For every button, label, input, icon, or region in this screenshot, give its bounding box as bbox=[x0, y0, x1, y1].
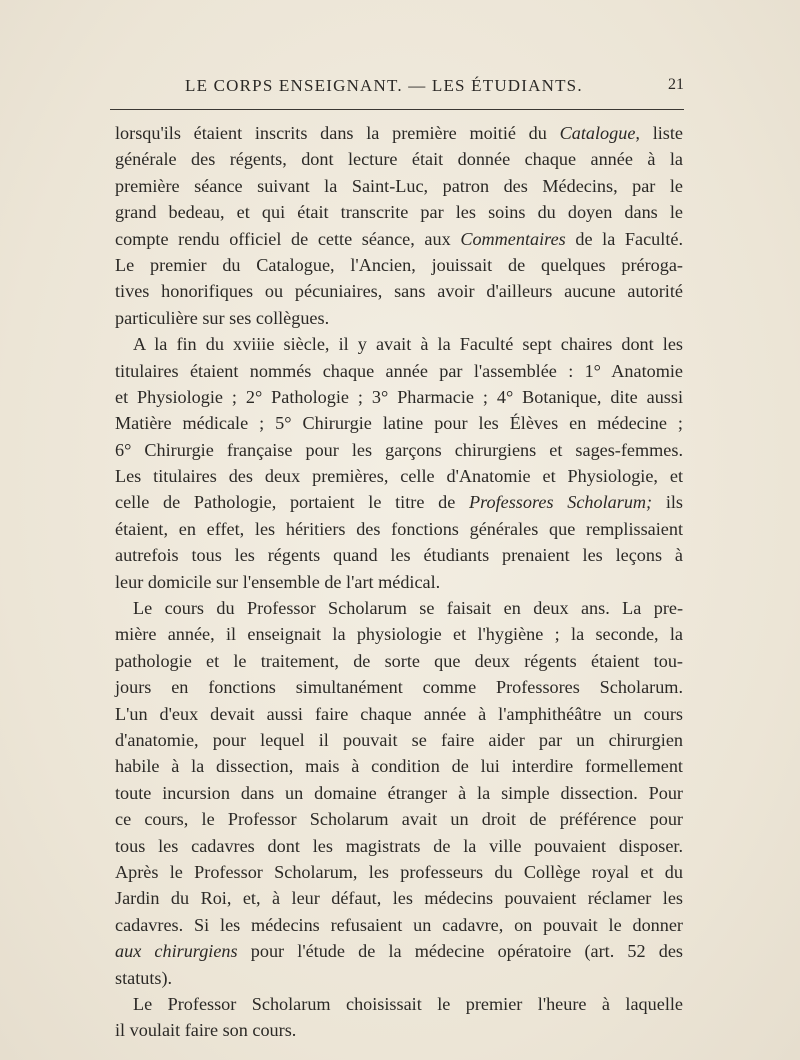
page-header bbox=[110, 72, 684, 102]
text-line bbox=[115, 226, 683, 252]
text-line bbox=[115, 674, 683, 700]
text-line bbox=[115, 358, 683, 384]
running-title: LE CORPS ENSEIGNANT. — LES ÉTUDIANTS. bbox=[185, 76, 583, 95]
text-line-main: particulière sur ses collègues. bbox=[115, 307, 330, 328]
text-line-main: jours en fonctions simultanément comme Professores Scholarum. bbox=[115, 677, 683, 698]
text-line-main: leur domicile sur l'ensemble de l'art médical. bbox=[115, 571, 441, 592]
text-line bbox=[115, 885, 683, 911]
text-line bbox=[115, 621, 683, 647]
text-line bbox=[115, 806, 683, 832]
text-line-main: titulaires étaient nommés chaque année par l'assemblée : 1° Anatomie bbox=[115, 360, 683, 381]
text-line-tail: de la Faculté. bbox=[565, 228, 683, 249]
text-line bbox=[115, 701, 683, 727]
text-line bbox=[115, 305, 683, 331]
text-line-main: Le premier du Catalogue, l'Ancien, jouissait de quelques préroga- bbox=[115, 254, 683, 275]
text-line-main: ce cours, le Professor Scholarum avait un droit de préférence pour bbox=[115, 809, 683, 830]
text-line-main: Jardin du Roi, et, à leur défaut, les médecins pouvaient réclamer les bbox=[115, 888, 683, 909]
text-line bbox=[115, 437, 683, 463]
text-line bbox=[115, 833, 683, 859]
page-number: 21 bbox=[668, 76, 684, 93]
text-line bbox=[115, 859, 683, 885]
text-line-main: d'anatomie, pour lequel il pouvait se faire aider par un chirurgien bbox=[115, 729, 683, 750]
text-line bbox=[115, 516, 683, 542]
text-line bbox=[115, 648, 683, 674]
text-line-tail: pour l'étude de la médecine opératoire (art. 52 des bbox=[237, 941, 683, 962]
text-line bbox=[115, 727, 683, 753]
text-line bbox=[115, 965, 683, 991]
header-rule bbox=[110, 109, 684, 110]
text-line-main: A la fin du xviiie siècle, il y avait à la Faculté sept chaires dont les bbox=[133, 334, 683, 355]
text-line bbox=[115, 384, 683, 410]
text-line-main: il voulait faire son cours. bbox=[115, 1020, 297, 1041]
text-line-main: Les titulaires des deux premières, celle d'Anatomie et Physiologie, et bbox=[115, 466, 683, 487]
text-line bbox=[115, 912, 683, 938]
body-text bbox=[115, 120, 683, 1044]
text-line-main: toute incursion dans un domaine étranger à la simple dissection. Pour bbox=[115, 782, 683, 803]
text-line bbox=[115, 278, 683, 304]
text-line bbox=[115, 542, 683, 568]
italic-term: Commentaires bbox=[460, 228, 566, 249]
text-line-main: statuts). bbox=[115, 967, 173, 988]
text-line-main: pathologie et le traitement, de sorte que deux régents étaient tou- bbox=[115, 650, 683, 671]
text-line bbox=[115, 991, 683, 1017]
text-line-main: mière année, il enseignait la physiologie et l'hygiène ; la seconde, la bbox=[115, 624, 683, 645]
text-line bbox=[115, 331, 683, 357]
text-line-main: tous les cadavres dont les magistrats de la ville pouvaient disposer. bbox=[115, 835, 683, 856]
text-line bbox=[115, 410, 683, 436]
text-line-main: cadavres. Si les médecins refusaient un cadavre, on pouvait le donner bbox=[115, 914, 683, 935]
text-line-main: et Physiologie ; 2° Pathologie ; 3° Pharmacie ; 4° Botanique, dite aussi bbox=[115, 386, 683, 407]
text-line bbox=[115, 199, 683, 225]
text-line bbox=[115, 753, 683, 779]
text-line-main: L'un d'eux devait aussi faire chaque année à l'amphithéâtre un cours bbox=[115, 703, 683, 724]
text-line bbox=[115, 938, 683, 964]
text-line bbox=[115, 463, 683, 489]
italic-term: aux chirurgiens bbox=[115, 941, 238, 962]
text-line bbox=[115, 569, 683, 595]
text-line-main: Le cours du Professor Scholarum se faisait en deux ans. La pre- bbox=[133, 598, 683, 619]
text-line-main: étaient, en effet, les héritiers des fonctions générales que remplissaient bbox=[115, 518, 683, 539]
text-line-main: Le Professor Scholarum choisissait le premier l'heure à laquelle bbox=[133, 993, 683, 1014]
italic-term: Catalogue, bbox=[559, 123, 640, 143]
text-line-main: compte rendu officiel de cette séance, aux bbox=[115, 228, 461, 249]
text-line-main: 6° Chirurgie française pour les garçons chirurgiens et sages-femmes. bbox=[115, 439, 683, 460]
text-line bbox=[115, 1017, 683, 1043]
text-line-main: autrefois tous les régents quand les étudiants prenaient les leçons à bbox=[115, 545, 683, 566]
text-line bbox=[115, 489, 683, 515]
text-line bbox=[115, 780, 683, 806]
text-line-main: Matière médicale ; 5° Chirurgie latine pour les Élèves en médecine ; bbox=[115, 413, 683, 434]
italic-term: Professores Scholarum; bbox=[469, 492, 653, 513]
text-line-tail: ils bbox=[652, 492, 683, 513]
text-line-main: Après le Professor Scholarum, les professeurs du Collège royal et du bbox=[115, 861, 683, 882]
text-line-main: générale des régents, dont lecture était donnée chaque année à la bbox=[115, 149, 683, 170]
text-line bbox=[115, 173, 683, 199]
text-line bbox=[115, 146, 683, 172]
text-line-main: lorsqu'ils étaient inscrits dans la première moitié du bbox=[115, 123, 560, 143]
text-line-main: grand bedeau, et qui était transcrite par les soins du doyen dans le bbox=[115, 202, 683, 223]
text-line-main: première séance suivant la Saint-Luc, patron des Médecins, par le bbox=[115, 175, 683, 196]
text-line-main: habile à la dissection, mais à condition de lui interdire formellement bbox=[115, 756, 683, 777]
text-line-main: tives honorifiques ou pécuniaires, sans avoir d'ailleurs aucune autorité bbox=[115, 281, 683, 302]
text-line bbox=[115, 120, 683, 146]
text-line-main: celle de Pathologie, portaient le titre de bbox=[115, 492, 469, 513]
text-line bbox=[115, 252, 683, 278]
text-line bbox=[115, 595, 683, 621]
text-line-tail: liste bbox=[639, 123, 684, 143]
